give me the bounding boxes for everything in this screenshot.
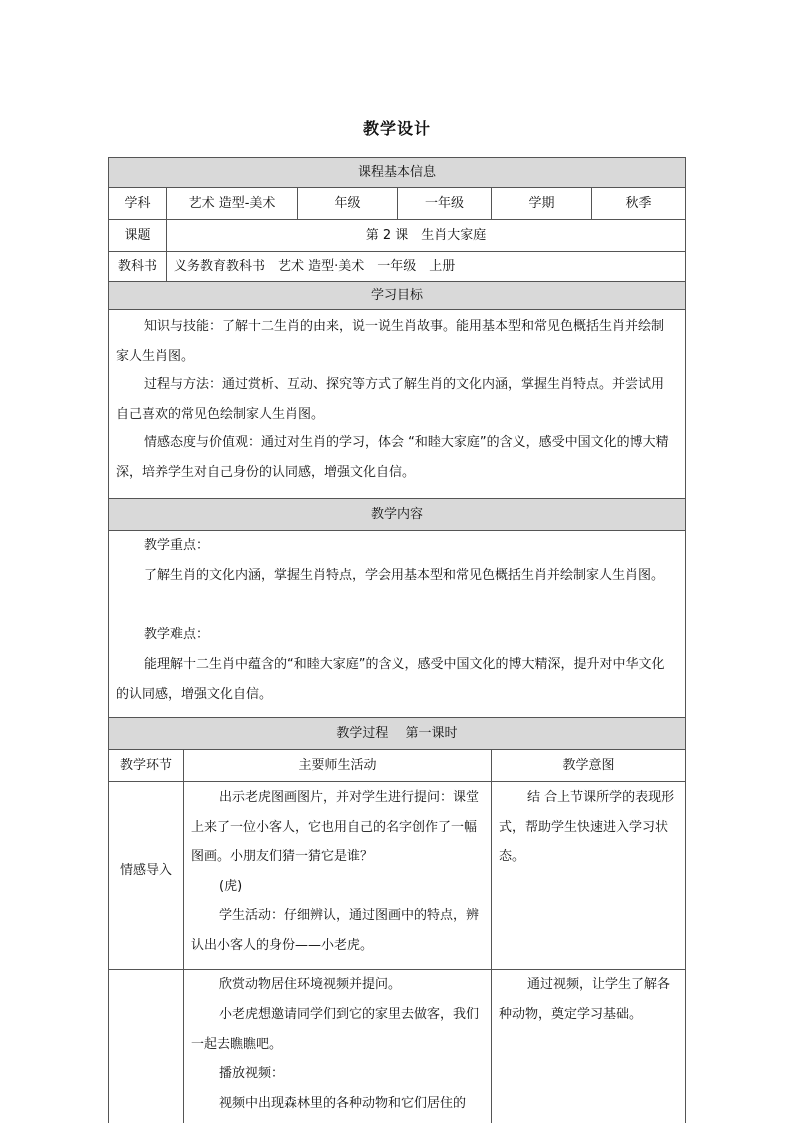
section-header-content: 教学内容 xyxy=(109,499,685,530)
activity-text: 小老虎想邀请同学们到它的家里去做客，我们一起去瞧瞧吧。 xyxy=(191,1007,480,1052)
textbook-value: 义务教育教科书 艺术 造型·美术 一年级 上册 xyxy=(174,259,456,274)
grade-label: 年级 xyxy=(334,196,361,211)
activity-text: 播放视频： xyxy=(219,1066,285,1081)
topic-value: 第 2 课 生肖大家庭 xyxy=(365,228,487,243)
table-rule xyxy=(108,309,686,310)
objective-emotion: 情感态度与价值观：通过对生肖的学习，体会 “和睦大家庭”的含义，感受中国文化的博大精深，培养学生对自己身份的认同感，增强文化自信。 xyxy=(116,435,669,480)
key-point-text: 了解生肖的文化内涵，掌握生肖特点，学会用基本型和常见色概括生肖并绘制家人生肖图。 xyxy=(144,568,665,583)
section-header-process: 教学过程 第一课时 xyxy=(109,718,685,749)
key-point-label: 教学重点： xyxy=(144,538,210,553)
subject-value: 艺术 造型-美术 xyxy=(188,196,276,211)
activity-text: 视频中出现森林里的各种动物和它们居住的 xyxy=(219,1096,467,1111)
difficulty-text: 能理解十二生肖中蕴含的“和睦大家庭”的含义，感受中国文化的博大精深，提升对中华文化的认同感，增强文化自信。 xyxy=(116,657,665,702)
table-rule xyxy=(183,749,184,1123)
section-header-objectives: 学习目标 xyxy=(109,282,685,309)
textbook-label: 教科书 xyxy=(117,259,157,274)
term-value: 秋季 xyxy=(625,196,652,211)
grade-value: 一年级 xyxy=(424,196,464,211)
document-title: 教学设计 xyxy=(362,119,431,138)
activity-text: 学生活动：仔细辨认，通过图画中的特点，辨认出小客人的身份——小老虎。 xyxy=(191,908,480,953)
activity-text: (虎) xyxy=(219,879,243,894)
section-header-basic-info: 课程基本信息 xyxy=(109,158,685,187)
intent-text: 结 合上节课所学的表现形式，帮助学生快速进入学习状态。 xyxy=(499,790,675,864)
activity-text: 欣赏动物居住环境视频并提问。 xyxy=(219,977,402,992)
col-header-activity: 主要师生活动 xyxy=(298,758,377,773)
term-label: 学期 xyxy=(528,196,555,211)
objective-process: 过程与方法：通过赏析、互动、探究等方式了解生肖的文化内涵，掌握生肖特点。并尝试用自己喜欢的常见色绘制家人生肖图。 xyxy=(116,377,665,422)
objective-knowledge: 知识与技能：了解十二生肖的由来，说一说生肖故事。能用基本型和常见色概括生肖并绘制家人生肖图。 xyxy=(116,319,665,364)
table-rule xyxy=(491,749,492,1123)
topic-label: 课题 xyxy=(124,228,151,243)
activity-text: 出示老虎图画图片，并对学生进行提问：课堂上来了一位小客人，它也用自己的名字创作了一幅图画。小朋友们猜一猜它是谁？ xyxy=(191,790,480,864)
difficulty-label: 教学难点： xyxy=(144,627,210,642)
col-header-intent: 教学意图 xyxy=(562,758,615,773)
intent-text: 通过视频，让学生了解各种动物，奠定学习基础。 xyxy=(499,977,671,1022)
subject-label: 学科 xyxy=(124,196,151,211)
stage-name: 情感导入 xyxy=(119,863,172,878)
col-header-stage: 教学环节 xyxy=(119,758,172,773)
table-rule xyxy=(108,781,686,782)
